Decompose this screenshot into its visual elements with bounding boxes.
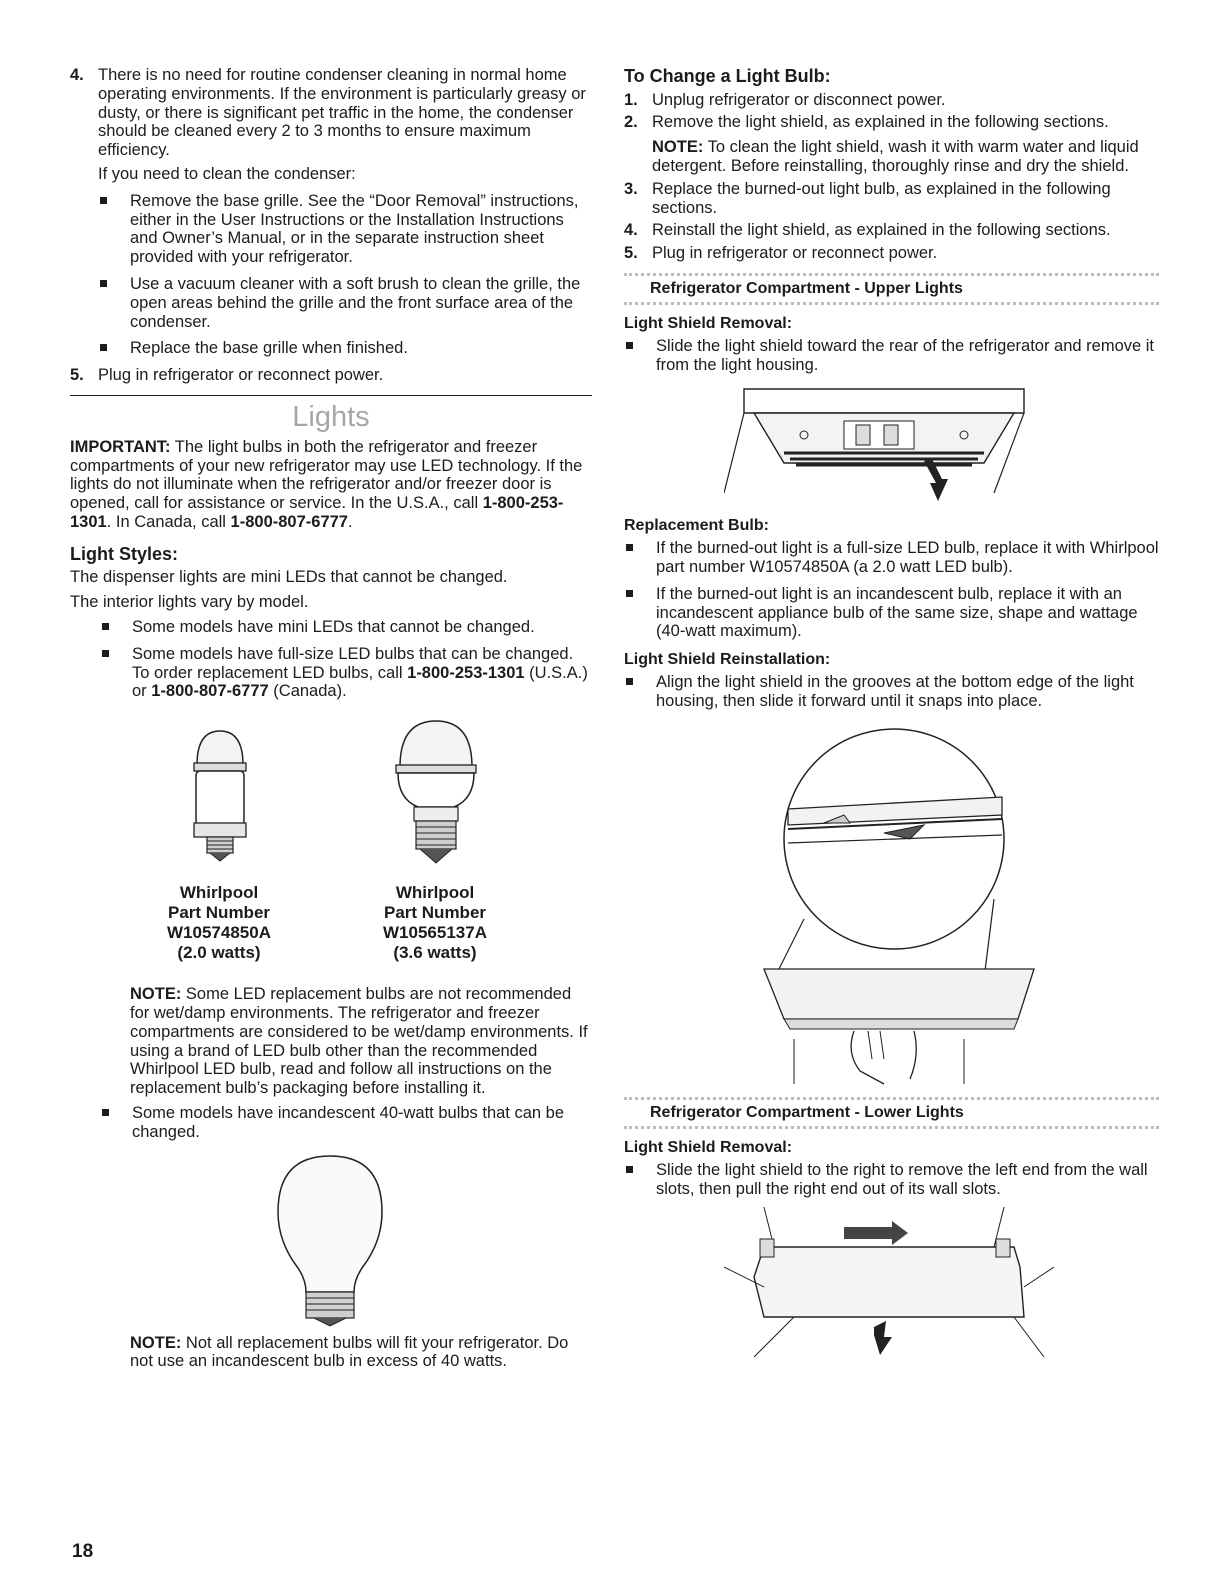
replacement-bulb-heading: Replacement Bulb: (624, 516, 769, 534)
bulb-caption-w10574850a: Whirlpool Part Number W10574850A (2.0 watts) (167, 883, 271, 962)
phone-us: 1-800-253-1301 (70, 494, 564, 532)
list-item: If the burned-out light is an incandescent bulb, replace it with an incandescent appliance bulb of the same size, shape and wattage (40-watt maximum). (624, 585, 1159, 641)
change-step-1: 1. Unplug refrigerator or disconnect power. (624, 90, 946, 109)
upper-removal-heading: Light Shield Removal: (624, 315, 793, 333)
list-item: Remove the base grille. See the “Door Removal” instructions, either in the User Instructions or the Installation Instructions and Owner’s Manual, or in the separate instruction sheet provided with your refrigerator. (98, 192, 592, 267)
light-styles-heading: Light Styles: (70, 543, 179, 564)
light-styles-list (100, 618, 592, 701)
upper-light-shield-illustration (724, 383, 1044, 513)
paragraph: The dispenser lights are mini LEDs that cannot be changed. (70, 568, 508, 587)
led-note: NOTE: Some LED replacement bulbs are not recommended for wet/damp environments. The refrigerator and freezer compartments are considered to be wet/damp environments. If using a brand of LED bulb other than the recommended Whirlpool LED bulb, read and follow all instructions on the replacement bulb’s packaging before installing it. (130, 985, 588, 1098)
change-step-3: 3. Replace the burned-out light bulb, as explained in the following sections. (624, 179, 1111, 217)
step-number: 4. (70, 66, 84, 84)
important-paragraph: IMPORTANT: The light bulbs in both the refrigerator and freezer compartments of your new refrigerator may use LED technology. If the lights do not illuminate when the refrigerator and/or freezer door is opened, call for assistance or service. In the U.S.A., call 1-800-253-1301. In Canada, call 1-800-807-6777. (70, 437, 583, 532)
step-subtext: If you need to clean the condenser: (98, 164, 356, 183)
section-title: Lights (292, 400, 370, 433)
upper-removal-list (624, 337, 1159, 375)
led-bulb-figures (70, 715, 592, 975)
paragraph: The interior lights vary by model. (70, 593, 309, 612)
incandescent-bulb-illustration (270, 1150, 390, 1330)
condenser-step-4 (70, 66, 592, 358)
list-item: If the burned-out light is a full-size LED bulb, replace it with Whirlpool part number W10574850A (a 2.0 watt LED bulb). (624, 539, 1159, 577)
step-text: Plug in refrigerator or reconnect power. (98, 366, 384, 385)
replacement-bulb-list (624, 539, 1159, 641)
list-item: Some models have incandescent 40-watt bulbs that can be changed. (100, 1104, 592, 1142)
led-bulb-large-illustration (386, 715, 486, 870)
list-item: Slide the light shield toward the rear of the refrigerator and remove it from the light housing. (624, 337, 1159, 375)
list-item: Align the light shield in the grooves at the bottom edge of the light housing, then slide it forward until it snaps into place. (624, 673, 1159, 711)
shield-cleaning-note: NOTE: To clean the light shield, wash it with warm water and liquid detergent. Before reinstalling, thoroughly rinse and dry the shield. (652, 138, 1139, 175)
change-step-5: 5. Plug in refrigerator or reconnect power. (624, 244, 938, 263)
condenser-bullet-list (98, 192, 592, 358)
light-shield-reinstall-illustration (734, 719, 1054, 1089)
list-item: Slide the light shield to the right to remove the left end from the wall slots, then pull the right end out of its wall slots. (624, 1161, 1159, 1199)
lower-light-shield-illustration (724, 1207, 1054, 1357)
condenser-step-5 (70, 366, 592, 385)
important-label: IMPORTANT: (70, 437, 171, 456)
change-bulb-heading: To Change a Light Bulb: (624, 66, 831, 86)
list-item: Use a vacuum cleaner with a soft brush to clean the grille, the open areas behind the grille and the front surface area of the condenser. (98, 275, 592, 331)
phone-canada: 1-800-807-6777 (230, 513, 348, 532)
lower-lights-banner: Refrigerator Compartment - Lower Lights (624, 1097, 1159, 1129)
page-number: 18 (72, 1541, 94, 1562)
step-text: There is no need for routine condenser cleaning in normal home operating environments. If the environment is particularly greasy or dusty, or there is significant pet traffic in the home, the condenser should be cleaned every 2 to 3 months to ensure maximum efficiency. (98, 66, 586, 160)
bulb-fit-note: NOTE: Not all replacement bulbs will fit your refrigerator. Do not use an incandescent bulb in excess of 40 watts. (130, 1333, 569, 1371)
reinstallation-heading: Light Shield Reinstallation: (624, 651, 831, 669)
upper-lights-banner: Refrigerator Compartment - Upper Lights (624, 273, 1159, 305)
reinstallation-list (624, 673, 1159, 711)
right-column (624, 66, 1159, 1357)
step-number: 5. (70, 366, 84, 385)
change-step-4: 4. Reinstall the light shield, as explained in the following sections. (624, 221, 1111, 240)
bulb-caption-w10565137a: Whirlpool Part Number W10565137A (3.6 watts) (383, 883, 487, 962)
change-step-2: 2. Remove the light shield, as explained in the following sections. NOTE: To clean the light shield, wash it with warm water and liquid detergent. Before reinstalling, thoroughly rinse and dry the shield. (624, 113, 1159, 175)
left-column (70, 66, 592, 1371)
list-item: Replace the base grille when finished. (98, 339, 592, 358)
list-item: Some models have full-size LED bulbs that can be changed. To order replacement LED bulbs, call 1-800-253-1301 (U.S.A.) or 1-800-807-6777 (Canada). (100, 645, 592, 701)
list-item: Some models have mini LEDs that cannot be changed. (100, 618, 592, 637)
incandescent-list (100, 1104, 592, 1142)
led-bulb-small-illustration (185, 725, 255, 865)
lower-removal-heading: Light Shield Removal: (624, 1139, 793, 1157)
section-divider (70, 395, 592, 396)
lower-removal-list (624, 1161, 1159, 1199)
